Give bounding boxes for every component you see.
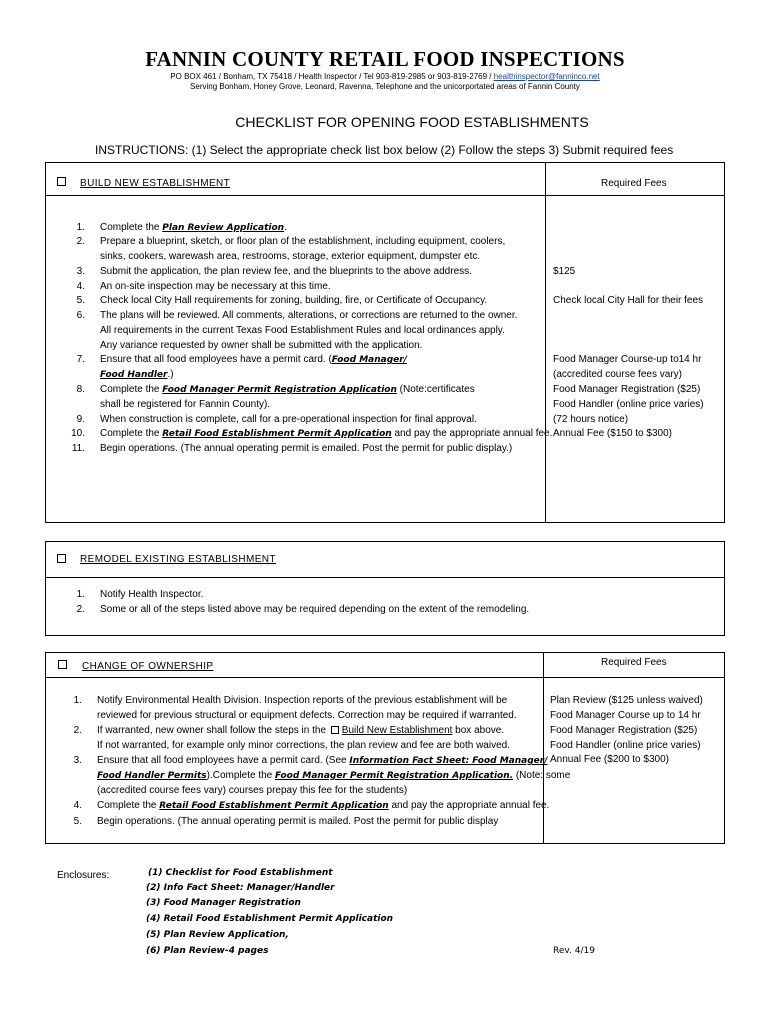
build-step-5: Check local City Hall requirements for zoning, building, fire, or Certificate of Occupancy. — [100, 295, 488, 306]
step-number: 10. — [71, 428, 85, 439]
step-number: 2. — [76, 604, 85, 615]
food-handler-permits-link[interactable]: Food Handler Permits — [97, 771, 207, 781]
build-fee-divider — [545, 162, 546, 523]
build-step-7-cont: Food Handler.) — [100, 369, 174, 380]
inline-checkbox-icon — [331, 726, 339, 734]
step-number: 2. — [76, 236, 85, 247]
enclosure-item: (4) Retail Food Establishment Permit Application — [146, 914, 394, 924]
step-number: 11. — [71, 443, 85, 454]
build-divider — [45, 195, 725, 196]
step-number: 4. — [76, 281, 85, 292]
step-number: 3. — [76, 266, 85, 277]
ownership-fees-header: Required Fees — [601, 657, 667, 668]
step-number: 8. — [76, 384, 85, 395]
step-number: 9. — [76, 414, 85, 425]
step-number: 1. — [73, 695, 82, 706]
fee-item: (accredited course fees vary) — [553, 369, 682, 380]
build-step-3: Submit the application, the plan review fee, and the blueprints to the above address. — [100, 266, 472, 277]
build-step-7: Ensure that all food employees have a permit card. (Food Manager/ — [100, 354, 407, 365]
step-number: 5. — [73, 816, 82, 827]
fee-item: Food Manager Registration ($25) — [550, 725, 698, 736]
step-number: 7. — [76, 354, 85, 365]
fee-item: Annual Fee ($150 to $300) — [553, 428, 672, 439]
build-step-1: Complete the Plan Review Application. — [100, 222, 287, 233]
build-step-4: An on-site inspection may be necessary at this time. — [100, 281, 331, 292]
ownership-divider — [45, 677, 725, 678]
fee-item: Annual Fee ($200 to $300) — [550, 754, 669, 765]
build-new-link[interactable]: Build New Establishment — [341, 725, 453, 736]
fee-item: Food Manager Course up to 14 hr — [550, 710, 701, 721]
food-manager-registration-link[interactable]: Food Manager Permit Registration Application — [162, 385, 397, 395]
fee-item: Food Handler (online price varies) — [550, 740, 701, 751]
fee-item: Check local City Hall for their fees — [553, 295, 704, 306]
fee-item: Plan Review ($125 unless waived) — [550, 695, 703, 706]
ownership-step-3-cont: (accredited course fees vary) courses prepay this fee for the students) — [97, 785, 408, 796]
enclosure-item: (6) Plan Review-4 pages — [146, 946, 269, 956]
build-step-10: Complete the Retail Food Establishment Permit Application and pay the appropriate annual fee. — [100, 428, 553, 439]
step-number: 1. — [76, 222, 85, 233]
ownership-step-3: Ensure that all food employees have a permit card. (See Information Fact Sheet: Food Manager/ — [97, 755, 548, 766]
ownership-step-1: Notify Environmental Health Division. Inspection reports of the previous establishment will be — [97, 695, 508, 706]
build-step-6: The plans will be reviewed. All comments, alterations, or corrections are returned to the owner. — [100, 310, 518, 321]
ownership-step-2: If warranted, new owner shall follow the steps in the Build New Establishment box above. — [97, 725, 505, 736]
email-link[interactable]: healthinspector@fanninco.net — [493, 72, 600, 81]
build-step-6-cont: Any variance requested by owner shall be submitted with the application. — [100, 340, 423, 351]
retail-food-permit-link-2[interactable]: Retail Food Establishment Permit Application — [159, 801, 389, 811]
enclosure-item: (3) Food Manager Registration — [146, 898, 301, 908]
build-step-8: Complete the Food Manager Permit Registration Application (Note:certificates — [100, 384, 475, 395]
build-step-2-cont: sinks, cookers, warewash area, restrooms, storage, exterior equipment, dumpster etc. — [100, 251, 481, 262]
revision-label: Rev. 4/19 — [553, 946, 595, 956]
food-manager-link[interactable]: Food Manager/ — [331, 355, 407, 365]
remodel-checkbox[interactable] — [57, 554, 66, 563]
plan-review-application-link[interactable]: Plan Review Application — [162, 223, 285, 233]
fee-item: Food Manager Course-up to14 hr — [553, 354, 702, 365]
fee-item: Food Handler (online price varies) — [553, 399, 704, 410]
ownership-step-4: Complete the Retail Food Establishment Permit Application and pay the appropriate annual fee. — [97, 800, 550, 811]
enclosure-item: (1) Checklist for Food Establishment — [148, 868, 333, 878]
build-step-6-cont: All requirements in the current Texas Food Establishment Rules and local ordinances apply. — [100, 325, 505, 336]
step-number: 6. — [76, 310, 85, 321]
remodel-header: REMODEL EXISTING ESTABLISHMENT — [80, 554, 276, 565]
ownership-header: CHANGE OF OWNERSHIP — [82, 661, 214, 672]
contact-line — [0, 72, 770, 81]
food-handler-link[interactable]: Food Handler — [100, 370, 168, 380]
enclosures-label: Enclosures: — [57, 870, 110, 881]
instructions: INSTRUCTIONS: (1) Select the appropriate check list box below (2) Follow the steps 3) Submit required fees — [95, 143, 674, 157]
food-manager-registration-link-2[interactable]: Food Manager Permit Registration Application. — [275, 771, 514, 781]
service-area-line: Serving Bonham, Honey Grove, Leonard, Ravenna, Telephone and the unicorportated areas of Fannin County — [190, 82, 580, 91]
remodel-step-1: Notify Health Inspector. — [100, 589, 204, 600]
enclosure-item: (5) Plan Review Application, — [146, 930, 289, 940]
info-fact-sheet-link[interactable]: Information Fact Sheet: Food Manager/ — [349, 756, 548, 766]
step-number: 1. — [76, 589, 85, 600]
ownership-step-5: Begin operations. (The annual operating permit is mailed. Post the permit for public display — [97, 816, 499, 827]
build-fees-header: Required Fees — [601, 178, 667, 189]
ownership-step-1-cont: reviewed for previous structural or equipment defects. Correction may be required if warranted. — [97, 710, 517, 721]
build-header: BUILD NEW ESTABLISHMENT — [80, 178, 231, 189]
contact-address: PO BOX 461 / Bonham, TX 75418 / Health Inspector / Tel 903-819-2985 or 903-819-2769 / — [170, 72, 494, 81]
step-number: 2. — [73, 725, 82, 736]
checklist-title: CHECKLIST FOR OPENING FOOD ESTABLISHMENTS — [235, 114, 589, 130]
enclosure-item: (2) Info Fact Sheet: Manager/Handler — [146, 883, 335, 893]
step-number: 4. — [73, 800, 82, 811]
remodel-step-2: Some or all of the steps listed above may be required depending on the extent of the remodeling. — [100, 604, 530, 615]
build-step-11: Begin operations. (The annual operating permit is emailed. Post the permit for public display.) — [100, 443, 513, 454]
ownership-checkbox[interactable] — [58, 660, 67, 669]
fee-item: $125 — [553, 266, 576, 277]
ownership-step-3-cont: Food Handler Permits).Complete the Food Manager Permit Registration Application. (Note: some — [97, 770, 571, 781]
remodel-divider — [45, 577, 725, 578]
ownership-step-2-cont: If not warranted, for example only minor corrections, the plan review and fee are both waived. — [97, 740, 510, 751]
build-checkbox[interactable] — [57, 177, 66, 186]
build-step-9: When construction is complete, call for a pre-operational inspection for final approval. — [100, 414, 477, 425]
fee-item: (72 hours notice) — [553, 414, 629, 425]
step-number: 3. — [73, 755, 82, 766]
document-title: FANNIN COUNTY RETAIL FOOD INSPECTIONS — [145, 47, 625, 71]
ownership-fee-divider — [543, 652, 544, 844]
build-step-8-cont: shall be registered for Fannin County). — [100, 399, 271, 410]
build-step-2: Prepare a blueprint, sketch, or floor plan of the establishment, including equipment, coolers, — [100, 236, 506, 247]
step-number: 5. — [76, 295, 85, 306]
fee-item: Food Manager Registration ($25) — [553, 384, 701, 395]
retail-food-permit-link[interactable]: Retail Food Establishment Permit Application — [162, 429, 392, 439]
